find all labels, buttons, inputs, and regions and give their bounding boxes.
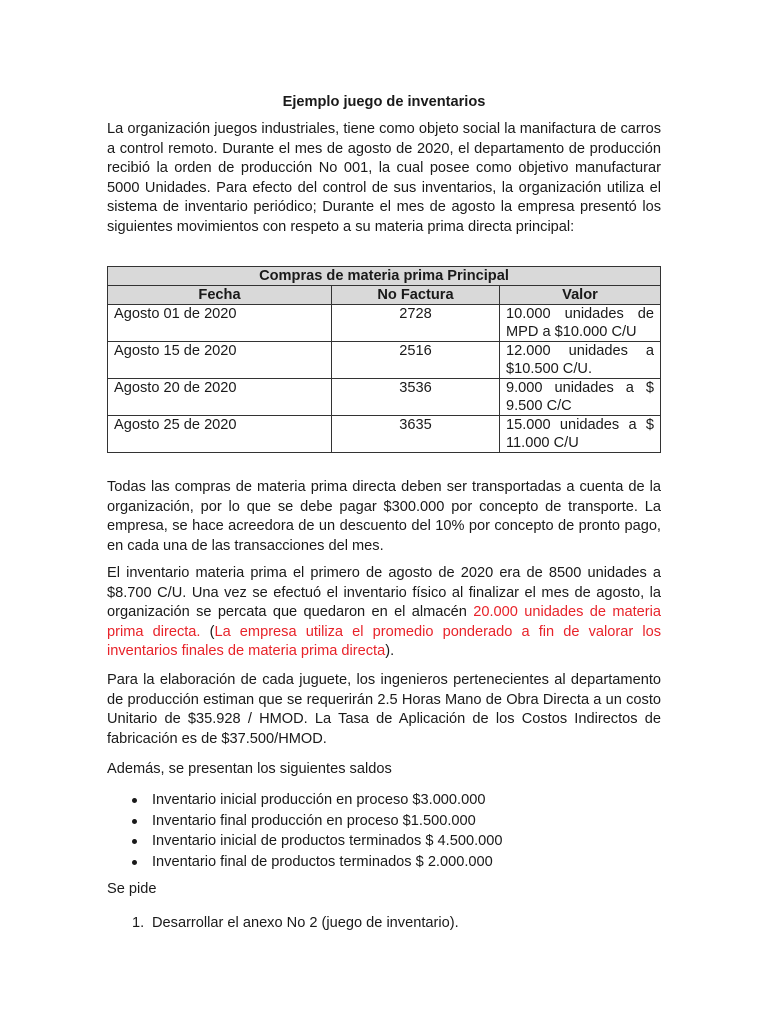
inventory-text-part2: ( (200, 623, 215, 640)
inventory-text-part1: El inventario materia prima el primero de agosto de 2020 era de 8500 unidades a $8.700 C/U. Una vez se efectuó el inventario físico al finalizar el mes de agosto, la organización se percata que quedaron en el almacén (107, 565, 661, 621)
column-header-valor: Valor (500, 286, 661, 305)
cell-factura: 2728 (332, 305, 500, 342)
document-title: Ejemplo juego de inventarios (282, 94, 486, 110)
column-header-factura: No Factura (332, 286, 500, 305)
inventory-text-part3: ). (385, 643, 395, 660)
cell-factura: 3536 (332, 379, 500, 416)
balances-intro: Además, se presentan los siguientes saldos (107, 761, 392, 777)
labor-paragraph: Para la elaboración de cada juguete, los ingenieros pertenecientes al departamento de producción estiman que se requerirán 2.5 Horas Mano de Obra Directa a un costo Unitario de $35.928 / HMOD. La Tasa de Aplicación de los Costos Indirectos de fabricación es de $37.500/HMOD. (107, 672, 661, 747)
cell-fecha: Agosto 15 de 2020 (108, 342, 332, 379)
bullet-icon (132, 839, 137, 844)
table-caption: Compras de materia prima Principal (108, 267, 661, 286)
inventory-paragraph (107, 564, 661, 662)
balance-text: Inventario final producción en proceso $1.500.000 (152, 812, 476, 829)
table-row (108, 379, 661, 416)
task-text: Desarrollar el anexo No 2 (juego de inventario). (152, 915, 459, 931)
table-row (108, 305, 661, 342)
task-number: 1. (132, 915, 145, 931)
cell-factura: 2516 (332, 342, 500, 379)
list-item (107, 790, 661, 811)
column-header-fecha: Fecha (108, 286, 332, 305)
list-item (107, 852, 661, 873)
list-item (107, 913, 661, 933)
cell-valor: 9.000 unidades a $ 9.500 C/C (500, 379, 661, 416)
cell-valor: 10.000 unidades de MPD a $10.000 C/U (500, 305, 661, 342)
cell-fecha: Agosto 25 de 2020 (108, 416, 332, 453)
cell-factura: 3635 (332, 416, 500, 453)
bullet-icon (132, 798, 137, 803)
cell-valor: 15.000 unidades a $ 11.000 C/U (500, 416, 661, 453)
list-item (107, 811, 661, 832)
cell-fecha: Agosto 20 de 2020 (108, 379, 332, 416)
balances-list (107, 790, 661, 872)
intro-paragraph: La organización juegos industriales, tiene como objeto social la manifactura de carros a control remoto. Durante el mes de agosto de 2020, el departamento de producción recibió la orden de producción No 001, la cual posee como objetivo manufacturar 5000 Unidades. Para efecto del control de sus inventarios, la organización utiliza el sistema de inventario periódico; Durante el mes de agosto la empresa presentó los siguientes movimientos con respeto a su materia prima directa principal: (107, 121, 661, 235)
list-item (107, 831, 661, 852)
table-row (108, 342, 661, 379)
cell-fecha: Agosto 01 de 2020 (108, 305, 332, 342)
balance-text: Inventario inicial de productos terminados $ 4.500.000 (152, 833, 503, 849)
bullet-icon (132, 860, 137, 865)
tasks-list (107, 913, 661, 933)
bullet-icon (132, 819, 137, 824)
inventory-highlight-method: La empresa utiliza el promedio ponderado a fin de valorar los inventarios finales de materia prima directa (107, 623, 661, 660)
ask-label: Se pide (107, 881, 157, 897)
transport-paragraph: Todas las compras de materia prima directa deben ser transportadas a cuenta de la organización, por lo que se debe pagar $300.000 por concepto de transporte. La empresa, se hace acreedora de un descuento del 10% por concepto de pronto pago, en cada una de las transacciones del mes. (107, 479, 661, 554)
cell-valor: 12.000 unidades a $10.500 C/U. (500, 342, 661, 379)
purchases-table (107, 266, 661, 453)
table-row (108, 416, 661, 453)
balance-text: Inventario final de productos terminados $ 2.000.000 (152, 853, 493, 870)
balance-text: Inventario inicial producción en proceso $3.000.000 (152, 792, 486, 808)
inventory-highlight-quantity: 20.000 unidades de materia prima directa. (107, 604, 662, 640)
